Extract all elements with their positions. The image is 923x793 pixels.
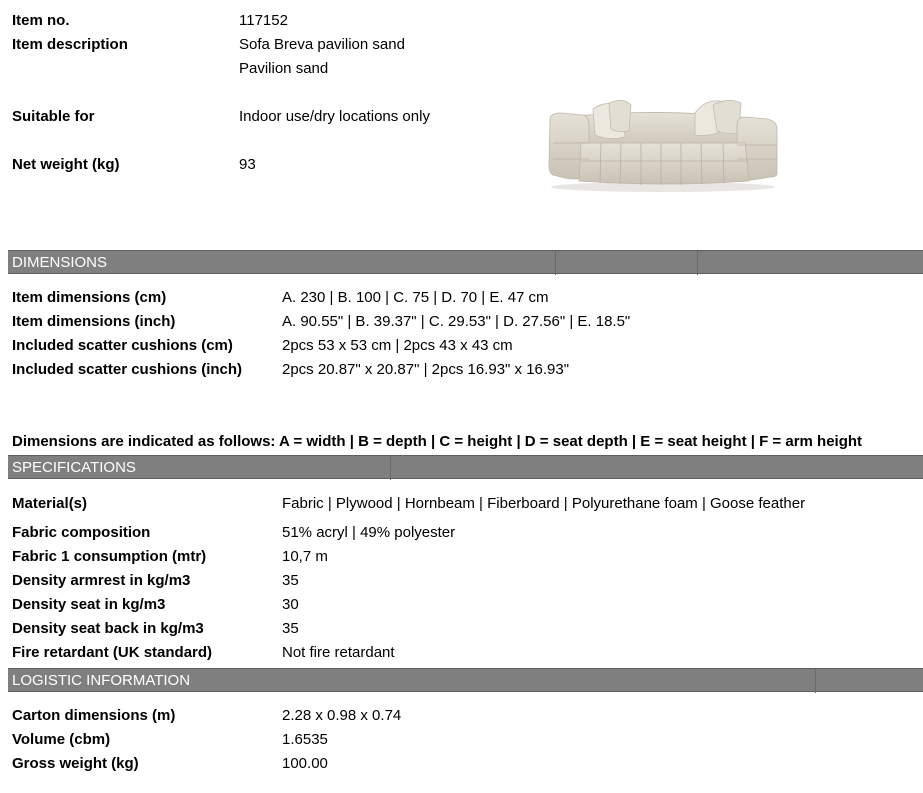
logistic-label: Volume (cbm) <box>12 731 111 748</box>
item-description-label: Item description <box>12 36 128 53</box>
specification-label: Density armrest in kg/m3 <box>12 572 191 589</box>
item-no-label: Item no. <box>12 12 70 29</box>
specifications-header-label: SPECIFICATIONS <box>12 459 136 476</box>
specification-value: 10,7 m <box>282 548 328 565</box>
specification-label: Fabric composition <box>12 524 151 541</box>
dimension-value: A. 230 | B. 100 | C. 75 | D. 70 | E. 47 cm <box>282 289 549 306</box>
logistic-header-label: LOGISTIC INFORMATION <box>12 672 191 689</box>
specification-label: Fire retardant (UK standard) <box>12 644 213 661</box>
dimension-label: Item dimensions (cm) <box>12 289 167 306</box>
dimensions-section-header <box>8 250 923 274</box>
item-description-line2: Pavilion sand <box>239 60 329 77</box>
header-divider <box>390 456 391 480</box>
logistic-value: 1.6535 <box>282 731 328 748</box>
specification-label: Density seat back in kg/m3 <box>12 620 204 637</box>
specifications-section-header <box>8 455 923 479</box>
item-description-line1: Sofa Breva pavilion sand <box>239 36 405 53</box>
sofa-icon <box>545 95 780 193</box>
specification-value: 30 <box>282 596 299 613</box>
specification-value: 51% acryl | 49% polyester <box>282 524 456 541</box>
dimension-value: 2pcs 53 x 53 cm | 2pcs 43 x 43 cm <box>282 337 513 354</box>
dimension-label: Included scatter cushions (inch) <box>12 361 243 378</box>
header-divider <box>555 251 556 275</box>
dimension-value: A. 90.55" | B. 39.37" | C. 29.53" | D. 27.56" | E. 18.5" <box>282 313 631 330</box>
specification-value: 35 <box>282 572 299 589</box>
specification-value: Fabric | Plywood | Hornbeam | Fiberboard | Polyurethane foam | Goose feather <box>282 495 806 512</box>
suitable-for-label: Suitable for <box>12 108 95 125</box>
logistic-value: 100.00 <box>282 755 328 772</box>
logistic-value: 2.28 x 0.98 x 0.74 <box>282 707 402 724</box>
dimension-label: Item dimensions (inch) <box>12 313 176 330</box>
specification-label: Density seat in kg/m3 <box>12 596 166 613</box>
logistic-label: Gross weight (kg) <box>12 755 139 772</box>
specification-label: Material(s) <box>12 495 88 512</box>
header-divider <box>815 669 816 693</box>
specification-value: Not fire retardant <box>282 644 395 661</box>
item-no-value: 117152 <box>239 12 288 29</box>
specification-label: Fabric 1 consumption (mtr) <box>12 548 207 565</box>
logistic-label: Carton dimensions (m) <box>12 707 176 724</box>
dimensions-legend-note: Dimensions are indicated as follows: A = width | B = depth | C = height | D = seat depth | E = seat height | F = arm height <box>12 433 863 450</box>
dimension-label: Included scatter cushions (cm) <box>12 337 233 354</box>
logistic-section-header <box>8 668 923 692</box>
specification-value: 35 <box>282 620 299 637</box>
dimension-value: 2pcs 20.87" x 20.87" | 2pcs 16.93" x 16.93" <box>282 361 570 378</box>
dimensions-header-label: DIMENSIONS <box>12 254 108 271</box>
header-divider <box>697 251 698 275</box>
net-weight-label: Net weight (kg) <box>12 156 120 173</box>
suitable-for-value: Indoor use/dry locations only <box>239 108 430 125</box>
net-weight-value: 93 <box>239 156 256 173</box>
